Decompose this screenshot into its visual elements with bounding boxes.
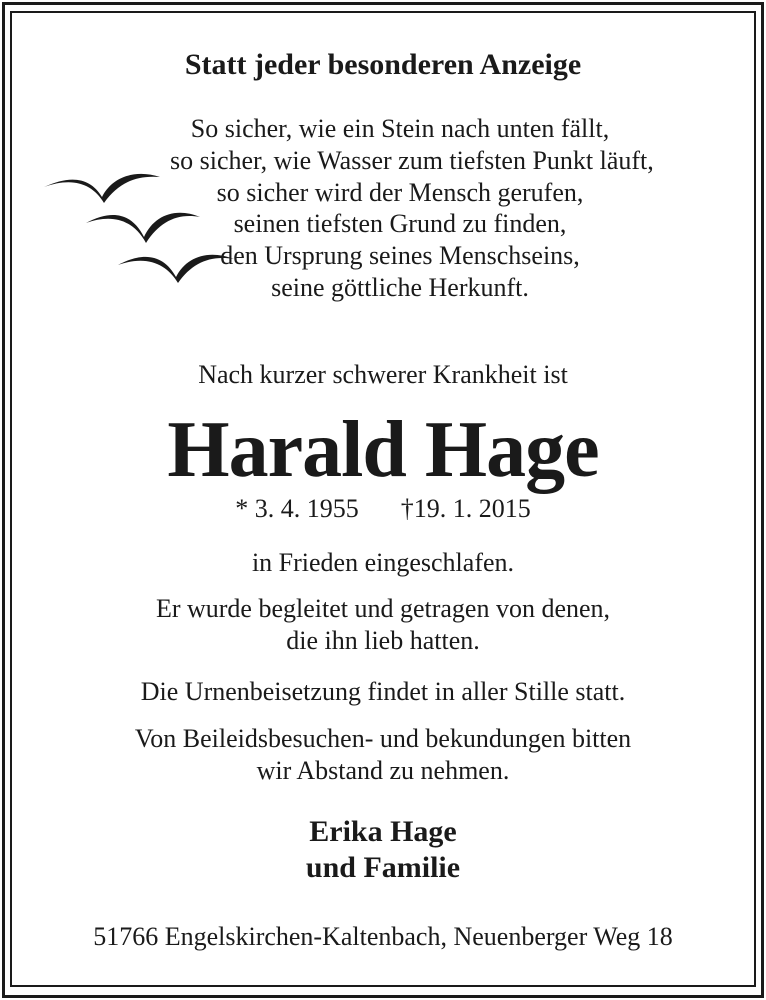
poem-line: seine göttliche Herkunft.: [271, 272, 529, 302]
intro-text: Nach kurzer schwerer Krankheit ist: [198, 360, 568, 389]
poem-line: So sicher, wie ein Stein nach unten fällt,: [190, 114, 610, 143]
birth-date: * 3. 4. 1955: [235, 494, 359, 523]
poem-line: so sicher, wie Wasser zum tiefsten Punkt läuft,: [170, 145, 654, 175]
bird-1-icon: [44, 174, 160, 203]
text-line: die ihn lieb hatten.: [286, 626, 480, 655]
condolences-text: [0, 723, 766, 787]
accompanied-text: [0, 593, 766, 657]
notice-header: Statt jeder besonderen Anzeige: [184, 48, 582, 81]
poem-line: so sicher wird der Mensch gerufen,: [216, 177, 584, 207]
signature-line: und Familie: [305, 851, 461, 884]
address: 51766 Engelskirchen-Kaltenbach, Neuenberger Weg 18: [93, 922, 673, 951]
status-text: in Frieden eingeschlafen.: [251, 548, 515, 577]
poem: [170, 113, 654, 304]
signature-line: Erika Hage: [309, 815, 457, 848]
poem-line: den Ursprung seines Menschseins,: [220, 241, 580, 271]
life-dates: [0, 494, 766, 524]
burial-text: Die Urnenbeisetzung findet in aller Stille statt.: [140, 677, 626, 706]
text-line: Er wurde begleitet und getragen von denen,: [155, 594, 611, 623]
death-date: †19. 1. 2015: [400, 494, 531, 523]
poem-line: seinen tiefsten Grund zu finden,: [233, 209, 567, 239]
text-line: Von Beileidsbesuchen- und bekundungen bitten: [134, 724, 632, 753]
text-line: wir Abstand zu nehmen.: [256, 756, 510, 785]
signature: [0, 814, 766, 886]
deceased-name: Harald Hage: [167, 406, 599, 494]
